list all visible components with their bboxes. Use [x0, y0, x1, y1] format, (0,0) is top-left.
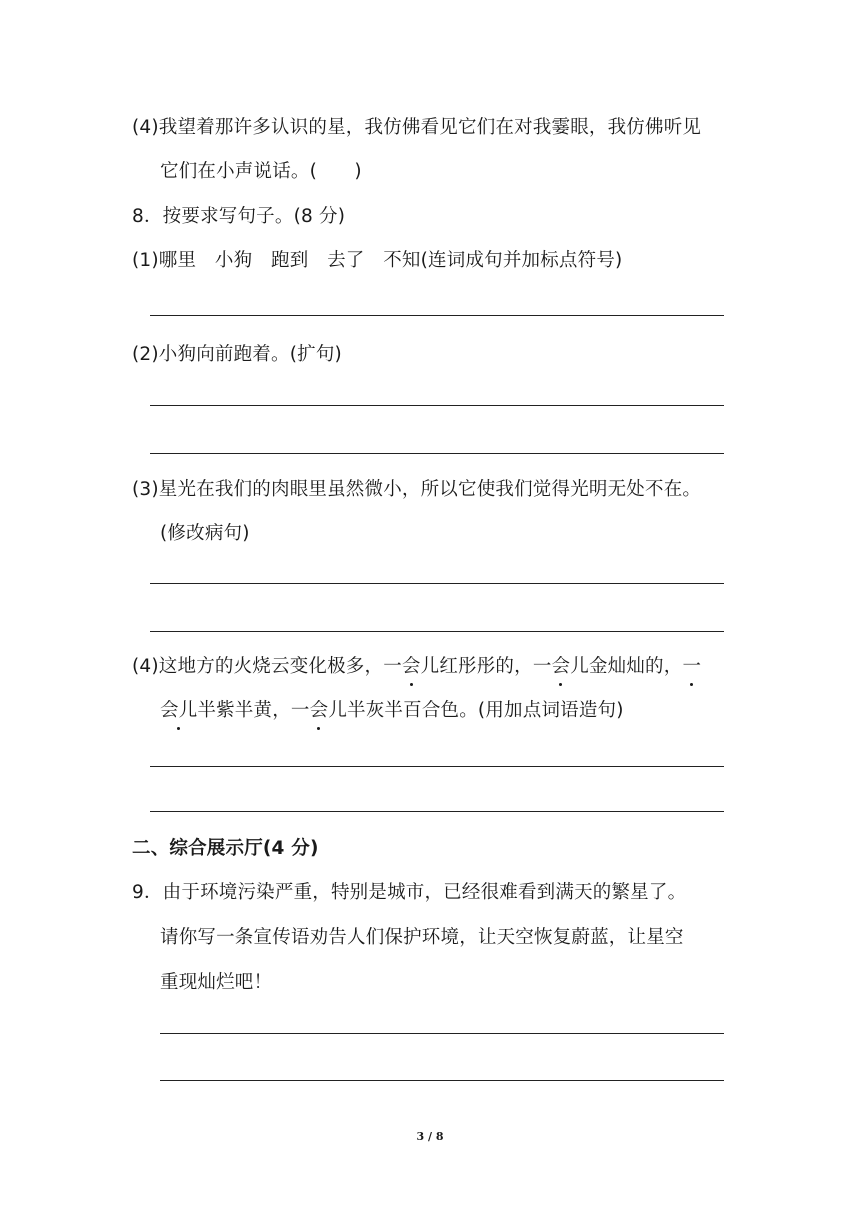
answer-line[interactable]	[150, 811, 724, 812]
emphasis-dotted-word: 会儿	[160, 700, 198, 721]
q8-item4-text: 半紫半黄，	[197, 700, 291, 721]
q8-item2: (2)小狗向前跑着。(扩句)	[132, 344, 342, 365]
answer-line[interactable]	[150, 766, 724, 767]
page-number: 3 / 8	[416, 1130, 444, 1143]
q9-line1: 9．由于环境污染严重，特别是城市，已经很难看到满天的繁星了。	[132, 882, 687, 903]
emphasis-dotted-word: 一会儿	[290, 700, 348, 721]
answer-line[interactable]	[150, 583, 724, 584]
q8-item4-text: 红彤彤的，	[439, 656, 533, 677]
q8-item1: (1)哪里 小狗 跑到 去了 不知(连词成句并加标点符号)	[132, 250, 623, 271]
emphasis-dotted-word: 一	[682, 656, 702, 677]
q9-line3: 重现灿烂吧！	[160, 972, 273, 993]
q8-item3-line1: (3)星光在我们的肉眼里虽然微小，所以它使我们觉得光明无处不在。	[132, 479, 702, 500]
answer-line[interactable]	[150, 453, 724, 454]
emphasis-dotted-word: 一会儿	[532, 656, 589, 677]
q7-item4-line1: (4)我望着那许多认识的星，我仿佛看见它们在对我霎眼，我仿佛听见	[132, 117, 702, 138]
q8-item4-text: (4)这地方的火烧云变化极多，	[132, 656, 384, 677]
q8-title: 8．按要求写句子。(8 分)	[132, 206, 346, 227]
answer-line[interactable]	[160, 1080, 724, 1081]
q8-item4-text: 金灿灿的，	[588, 656, 683, 677]
q8-item4-text: 半灰半百合色。(用加点词语造句)	[347, 700, 624, 721]
q8-item4-line1	[132, 655, 701, 679]
section-heading: 二、综合展示厅(4 分)	[132, 838, 319, 859]
answer-line[interactable]	[160, 1033, 724, 1034]
answer-line[interactable]	[150, 631, 724, 632]
answer-line[interactable]	[150, 405, 724, 406]
emphasis-dotted-word: 一会儿	[383, 656, 440, 677]
q8-item3-line2: (修改病句)	[160, 523, 250, 544]
q8-item4-line2	[160, 699, 624, 723]
answer-line[interactable]	[150, 315, 724, 316]
q7-item4-line2: 它们在小声说话。( )	[160, 161, 362, 182]
q9-line2: 请你写一条宣传语劝告人们保护环境，让天空恢复蔚蓝，让星空	[160, 927, 684, 948]
